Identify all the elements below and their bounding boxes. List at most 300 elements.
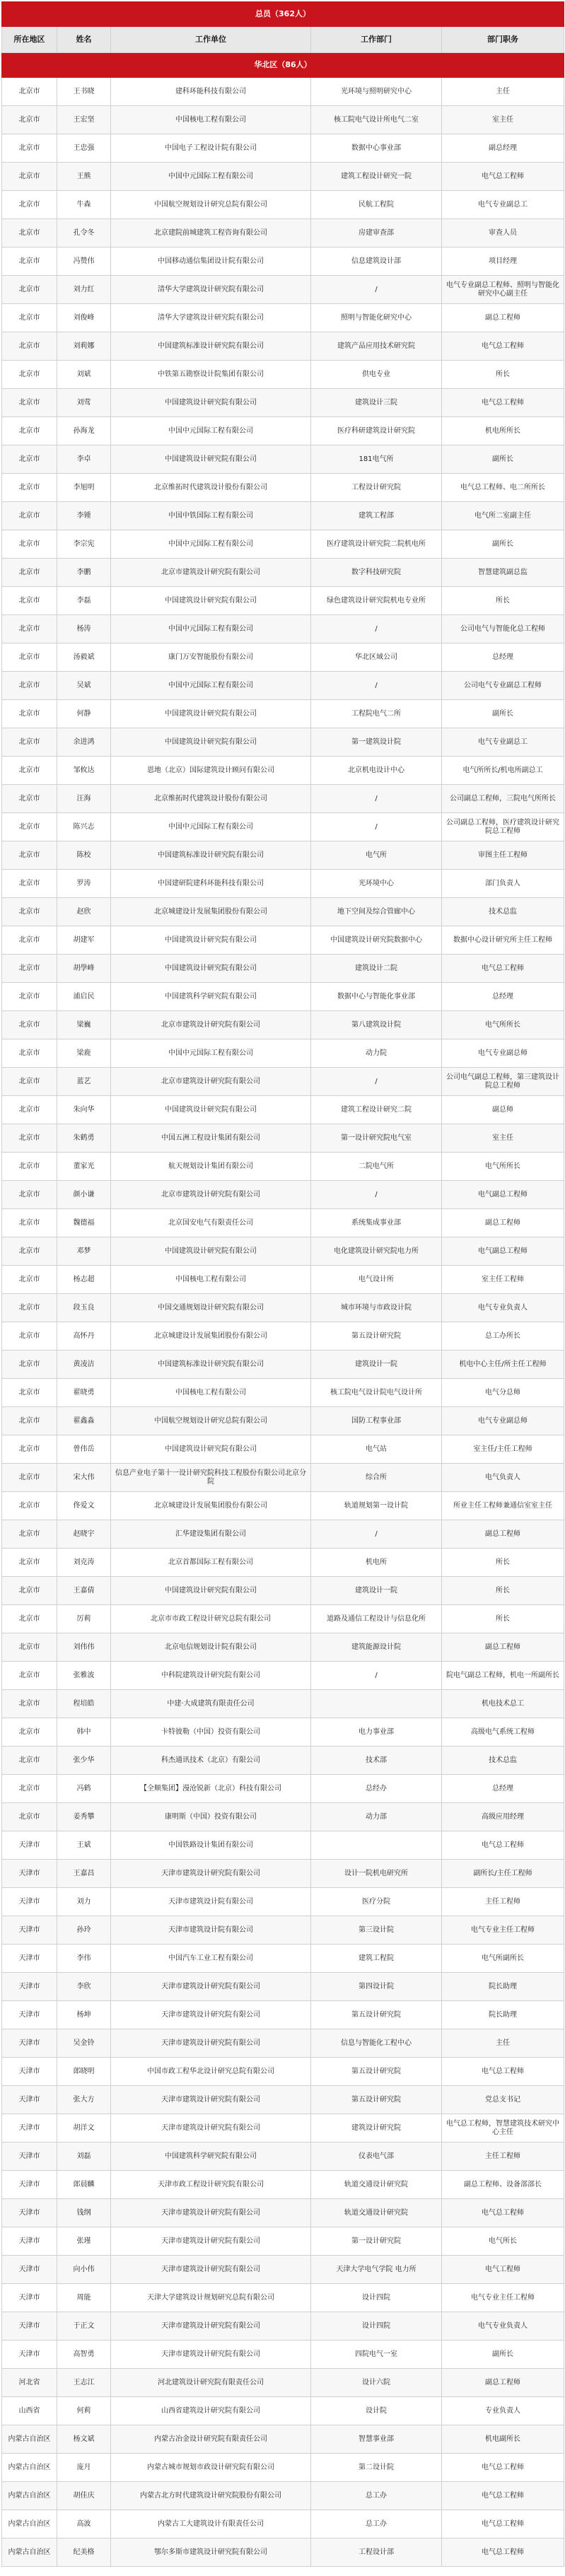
cell-position: 院电气副总工程师，机电一所副所长	[442, 1662, 564, 1690]
table-row	[2, 2341, 564, 2369]
cell-position: 电气专业主任工程师	[442, 2284, 564, 2312]
cell-employer: 天津市建筑设计研究院有限公司	[111, 2227, 311, 2256]
table-row	[2, 2312, 564, 2341]
table-row	[2, 1662, 564, 1690]
table-row	[2, 219, 564, 247]
cell-department: 核工院电气设计所电气二室	[311, 106, 442, 134]
cell-department: 系统集成事业部	[311, 1209, 442, 1237]
cell-name: 王宏坚	[57, 106, 111, 134]
table-row	[2, 1803, 564, 1831]
table-row	[2, 1690, 564, 1718]
table-row	[2, 1492, 564, 1520]
cell-region: 北京市	[2, 106, 57, 134]
cell-department: 第八建筑设计院	[311, 1011, 442, 1039]
cell-department: 第五设计研究院	[311, 2058, 442, 2086]
cell-name: 陈校	[57, 841, 111, 870]
table-row	[2, 2199, 564, 2227]
table-row	[2, 1294, 564, 1322]
cell-region: 北京市	[2, 615, 57, 643]
cell-position: 智慧建筑副总监	[442, 559, 564, 587]
cell-department: 设计一院机电研究所	[311, 1860, 442, 1888]
header-department: 工作部门	[311, 27, 442, 53]
cell-region: 天津市	[2, 1831, 57, 1860]
cell-position: 审查人员	[442, 219, 564, 247]
cell-name: 王书晓	[57, 78, 111, 106]
cell-employer: 中国中元国际工程有限公司	[111, 163, 311, 191]
cell-employer: 北京维拓时代建筑设计股份有限公司	[111, 474, 311, 502]
cell-department: 民航工程院	[311, 191, 442, 219]
cell-position: 电气总工程师	[442, 389, 564, 417]
table-row	[2, 530, 564, 559]
table-row	[2, 1181, 564, 1209]
cell-position: 总经理	[442, 643, 564, 672]
cell-department: 房建审查部	[311, 219, 442, 247]
cell-position: 主任	[442, 2029, 564, 2058]
cell-region: 北京市	[2, 134, 57, 163]
cell-employer: 天津市建筑设计研究院有限公司	[111, 2001, 311, 2029]
cell-employer: 中国核电工程有限公司	[111, 1379, 311, 1407]
cell-name: 邹攸达	[57, 757, 111, 785]
cell-department: 第五设计研究院	[311, 2001, 442, 2029]
cell-employer: 中国航空规划设计研究总院有限公司	[111, 1407, 311, 1435]
cell-department: 数据中心与智能化事业部	[311, 983, 442, 1011]
cell-region: 天津市	[2, 2312, 57, 2341]
table-row	[2, 813, 564, 841]
cell-employer: 鄂尔多斯市建筑设计研究院有限公司	[111, 2539, 311, 2567]
table-row	[2, 926, 564, 955]
cell-employer: 天津市建筑设计研究院有限公司	[111, 2256, 311, 2284]
cell-name: 赵晓宇	[57, 1520, 111, 1549]
cell-department: 四院电气一室	[311, 2341, 442, 2369]
cell-position: 电气专业副总师	[442, 1407, 564, 1435]
cell-name: 张少华	[57, 1747, 111, 1775]
table-row	[2, 304, 564, 332]
cell-region: 北京市	[2, 870, 57, 898]
cell-department: 华北区域公司	[311, 643, 442, 672]
cell-employer: 中国交通规划设计研究院有限公司	[111, 1294, 311, 1322]
cell-department: 地下空间及综合管廊中心	[311, 898, 442, 926]
cell-employer: 中国中元国际工程有限公司	[111, 417, 311, 445]
cell-name: 李伟	[57, 1945, 111, 1973]
table-row	[2, 1124, 564, 1153]
cell-department: 道路及通信工程设计与信息化所	[311, 1605, 442, 1633]
cell-department: 电力事业部	[311, 1718, 442, 1747]
cell-department: 181电气所	[311, 445, 442, 474]
cell-region: 北京市	[2, 247, 57, 276]
cell-position: 副总工程师	[442, 2369, 564, 2397]
cell-name: 姜秀攀	[57, 1803, 111, 1831]
cell-employer: 清华大学建筑设计研究院有限公司	[111, 276, 311, 304]
table-row	[2, 1888, 564, 1916]
cell-name: 李卓	[57, 445, 111, 474]
table-row	[2, 2539, 564, 2567]
cell-name: 段玉良	[57, 1294, 111, 1322]
cell-employer: 天津市建筑设计研究院有限公司	[111, 2114, 311, 2143]
cell-name: 周能	[57, 2284, 111, 2312]
cell-employer: 北京市建筑设计研究院有限公司	[111, 1011, 311, 1039]
cell-department: 建筑产品应用技术研究院	[311, 332, 442, 361]
cell-region: 北京市	[2, 898, 57, 926]
cell-position: 电气总工程师	[442, 2482, 564, 2510]
cell-name: 梁鹿	[57, 1039, 111, 1068]
cell-name: 王斌	[57, 1831, 111, 1860]
table-row	[2, 1322, 564, 1351]
table-row	[2, 1973, 564, 2001]
table-row	[2, 1520, 564, 1549]
cell-employer: 恩地（北京）国际建筑设计顾问有限公司	[111, 757, 311, 785]
cell-employer: 中建·大成建筑有限责任公司	[111, 1690, 311, 1718]
cell-region: 北京市	[2, 1153, 57, 1181]
cell-name: 张大方	[57, 2086, 111, 2114]
cell-region: 北京市	[2, 389, 57, 417]
cell-name: 王嘉倩	[57, 1577, 111, 1605]
region-banner: 华北区（86人）	[2, 53, 564, 78]
cell-name: 刘俊峰	[57, 304, 111, 332]
table-row	[2, 2397, 564, 2425]
table-row	[2, 559, 564, 587]
cell-name: 余进鸿	[57, 728, 111, 757]
cell-position: 副所长	[442, 530, 564, 559]
cell-name: 梁巍	[57, 1011, 111, 1039]
cell-region: 北京市	[2, 1718, 57, 1747]
header-position: 部门职务	[442, 27, 564, 53]
cell-employer: 北京城建设计发展集团股份有限公司	[111, 1322, 311, 1351]
cell-department: 建筑设计三院	[311, 389, 442, 417]
cell-employer: 中国建筑标准设计研究院有限公司	[111, 332, 311, 361]
cell-region: 北京市	[2, 1096, 57, 1124]
cell-name: 邓梦	[57, 1237, 111, 1266]
cell-name: 罗涛	[57, 870, 111, 898]
cell-position: 副总工程师	[442, 1520, 564, 1549]
cell-region: 北京市	[2, 163, 57, 191]
cell-employer: 航天规划设计集团有限公司	[111, 1153, 311, 1181]
cell-name: 黄凌洁	[57, 1351, 111, 1379]
cell-department: 信息建筑设计部	[311, 247, 442, 276]
cell-position: 电气专业副总师	[442, 1039, 564, 1068]
cell-name: 刘斌	[57, 361, 111, 389]
cell-position: 电气总工程师	[442, 2539, 564, 2567]
table-row	[2, 2114, 564, 2143]
cell-department: 核工院电气设计院电气设计所	[311, 1379, 442, 1407]
cell-department: 第五设计研究院	[311, 1322, 442, 1351]
cell-department: 电气站	[311, 1435, 442, 1464]
cell-region: 北京市	[2, 445, 57, 474]
table-row	[2, 643, 564, 672]
cell-position: 室主任	[442, 1124, 564, 1153]
table-row	[2, 276, 564, 304]
cell-name: 李磊	[57, 587, 111, 615]
cell-employer: 北京首都国际工程有限公司	[111, 1549, 311, 1577]
cell-name: 宋大伟	[57, 1464, 111, 1492]
cell-employer: 中国铁路设计集团有限公司	[111, 1831, 311, 1860]
cell-department: 供电专业	[311, 361, 442, 389]
cell-department: /	[311, 672, 442, 700]
cell-department: 仪表电气部	[311, 2143, 442, 2171]
cell-region: 天津市	[2, 2001, 57, 2029]
cell-position: 高级应用经理	[442, 1803, 564, 1831]
cell-position: 所长	[442, 361, 564, 389]
cell-position: 电气分总师	[442, 1379, 564, 1407]
cell-region: 天津市	[2, 2227, 57, 2256]
cell-department: 设计六院	[311, 2369, 442, 2397]
cell-position: 所长	[442, 587, 564, 615]
cell-position: 电气所二室副主任	[442, 502, 564, 530]
cell-department: 第二设计院	[311, 2454, 442, 2482]
cell-position: 副总师	[442, 1096, 564, 1124]
cell-employer: 中国建筑设计研究院有限公司	[111, 389, 311, 417]
cell-name: 冯赞伟	[57, 247, 111, 276]
cell-employer: 中国市政工程华北设计研究总院有限公司	[111, 2058, 311, 2086]
cell-employer: 北京电信规划设计院有限公司	[111, 1633, 311, 1662]
cell-region: 北京市	[2, 1379, 57, 1407]
cell-region: 北京市	[2, 530, 57, 559]
cell-employer: 天津市政工程设计研究院有限公司	[111, 2171, 311, 2199]
cell-employer: 中国建筑设计研究院有限公司	[111, 1096, 311, 1124]
table-row	[2, 757, 564, 785]
cell-department: 第一建筑设计院	[311, 728, 442, 757]
cell-name: 汤毅斌	[57, 643, 111, 672]
cell-position: 电气副总工程师	[442, 1237, 564, 1266]
cell-region: 天津市	[2, 2029, 57, 2058]
cell-region: 北京市	[2, 1662, 57, 1690]
header-region: 所在地区	[2, 27, 57, 53]
cell-employer: 内蒙古北方时代建筑设计研究院股份有限公司	[111, 2482, 311, 2510]
table-row	[2, 2086, 564, 2114]
cell-region: 天津市	[2, 1916, 57, 1945]
cell-department: /	[311, 785, 442, 813]
cell-position: 副总工程师	[442, 1633, 564, 1662]
cell-region: 北京市	[2, 785, 57, 813]
cell-region: 北京市	[2, 1351, 57, 1379]
cell-employer: 中国中元国际工程有限公司	[111, 615, 311, 643]
header-name: 姓名	[57, 27, 111, 53]
cell-region: 北京市	[2, 1633, 57, 1662]
cell-employer: 内蒙古工大建筑设计有限责任公司	[111, 2510, 311, 2539]
cell-name: 何静	[57, 700, 111, 728]
cell-department: 建筑能源设计院	[311, 1633, 442, 1662]
cell-department: 轨道规划第一设计院	[311, 1492, 442, 1520]
cell-employer: 中国中铁国际工程有限公司	[111, 502, 311, 530]
cell-department: 设计四院	[311, 2312, 442, 2341]
cell-region: 北京市	[2, 332, 57, 361]
cell-department: 工程设计部	[311, 2539, 442, 2567]
cell-region: 北京市	[2, 813, 57, 841]
cell-employer: 清华大学建筑设计研究院有限公司	[111, 304, 311, 332]
cell-name: 张瑾	[57, 2227, 111, 2256]
cell-department: 医疗科研建筑设计研究院	[311, 417, 442, 445]
cell-employer: 天津市建筑设计研究院有限公司	[111, 1973, 311, 2001]
cell-name: 朱向华	[57, 1096, 111, 1124]
cell-position: 电气总工程师、电二所所长	[442, 474, 564, 502]
cell-employer: 天津市建筑设计院有限公司	[111, 1916, 311, 1945]
cell-department: 技术部	[311, 1747, 442, 1775]
table-row	[2, 2369, 564, 2397]
cell-position: 主任工程师	[442, 2143, 564, 2171]
cell-region: 北京市	[2, 926, 57, 955]
table-row	[2, 983, 564, 1011]
cell-region: 北京市	[2, 1605, 57, 1633]
cell-name: 孙玲	[57, 1916, 111, 1945]
table-row	[2, 134, 564, 163]
cell-position: 主任	[442, 78, 564, 106]
cell-name: 李鹏	[57, 559, 111, 587]
cell-name: 高波	[57, 2510, 111, 2539]
cell-position: 电气总工程师	[442, 332, 564, 361]
table-row	[2, 191, 564, 219]
cell-department: 总经办	[311, 1775, 442, 1803]
cell-position: 公司电气副总工程师，第三建筑设计院总工程师	[442, 1068, 564, 1096]
cell-employer: 北京市建筑设计研究院有限公司	[111, 1068, 311, 1096]
table-row	[2, 2256, 564, 2284]
cell-department: 综合所	[311, 1464, 442, 1492]
cell-position: 技术总监	[442, 898, 564, 926]
cell-position: 副总工程师	[442, 304, 564, 332]
table-body	[2, 78, 564, 2567]
cell-department: 工程设计研究院	[311, 474, 442, 502]
cell-position: 院长助理	[442, 1973, 564, 2001]
cell-name: 胡建军	[57, 926, 111, 955]
cell-region: 北京市	[2, 361, 57, 389]
cell-department: 轨道交通设计研究院	[311, 2199, 442, 2227]
cell-employer: 康明斯（中国）投资有限公司	[111, 1803, 311, 1831]
table-row	[2, 2482, 564, 2510]
cell-employer: 河北建筑设计研究院有限责任公司	[111, 2369, 311, 2397]
cell-position: 所长	[442, 1577, 564, 1605]
cell-region: 河北省	[2, 2369, 57, 2397]
cell-employer: 中国核电工程有限公司	[111, 1266, 311, 1294]
cell-position: 电气总工程师	[442, 2199, 564, 2227]
table-header-row	[2, 27, 564, 53]
cell-employer: 北京国安电气有限责任公司	[111, 1209, 311, 1237]
cell-employer: 中国建筑标准设计研究院有限公司	[111, 1351, 311, 1379]
cell-name: 孔令冬	[57, 219, 111, 247]
cell-employer: 天津市建筑设计研究院有限公司	[111, 2086, 311, 2114]
cell-position: 机电中心主任/所主任工程师	[442, 1351, 564, 1379]
cell-region: 北京市	[2, 1068, 57, 1096]
table-row	[2, 1860, 564, 1888]
table-row	[2, 1153, 564, 1181]
cell-position: 电气总工程师	[442, 2454, 564, 2482]
table-row	[2, 672, 564, 700]
cell-employer: 内蒙古冶金设计研究院有限责任公司	[111, 2425, 311, 2454]
table-row	[2, 1351, 564, 1379]
cell-name: 吴斌	[57, 672, 111, 700]
cell-name: 胡佳庆	[57, 2482, 111, 2510]
cell-position: 总经理	[442, 1775, 564, 1803]
table-row	[2, 2143, 564, 2171]
table-row	[2, 361, 564, 389]
cell-name: 刘伟伟	[57, 1633, 111, 1662]
cell-name: 杨坤	[57, 2001, 111, 2029]
cell-employer: 中国移动通信集团设计院有限公司	[111, 247, 311, 276]
cell-department: 第五设计研究院	[311, 2086, 442, 2114]
cell-employer: 康门万安智能股份有限公司	[111, 643, 311, 672]
cell-position: 电气所所长	[442, 1153, 564, 1181]
cell-name: 向小伟	[57, 2256, 111, 2284]
table-row	[2, 2425, 564, 2454]
cell-region: 内蒙古自治区	[2, 2482, 57, 2510]
cell-position: 电气工程师	[442, 2256, 564, 2284]
cell-name: 张雅波	[57, 1662, 111, 1690]
cell-name: 钱纲	[57, 2199, 111, 2227]
table-row	[2, 1633, 564, 1662]
table-row	[2, 2454, 564, 2482]
cell-region: 北京市	[2, 728, 57, 757]
cell-name: 刘莉娜	[57, 332, 111, 361]
cell-position: 副所长	[442, 2341, 564, 2369]
cell-employer: 中科院建筑设计研究院有限公司	[111, 1662, 311, 1690]
cell-position: 副总经理	[442, 134, 564, 163]
cell-name: 李旭明	[57, 474, 111, 502]
cell-department: 城市环境与市政设计院	[311, 1294, 442, 1322]
cell-position: 数据中心设计研究所主任工程师	[442, 926, 564, 955]
table-row	[2, 1916, 564, 1945]
cell-name: 刘莺	[57, 389, 111, 417]
table-row	[2, 502, 564, 530]
cell-position: 专业负责人	[442, 2397, 564, 2425]
cell-employer: 天津市建筑设计研究院有限公司	[111, 2029, 311, 2058]
cell-position: 电气负责人	[442, 1464, 564, 1492]
cell-region: 北京市	[2, 1520, 57, 1549]
cell-name: 刘克涛	[57, 1549, 111, 1577]
cell-employer: 【全顺集团】漫沧锐新（北京）科技有限公司	[111, 1775, 311, 1803]
cell-region: 北京市	[2, 1549, 57, 1577]
cell-department: 电气所	[311, 841, 442, 870]
cell-employer: 中国建筑设计研究院有限公司	[111, 587, 311, 615]
cell-employer: 北京市建筑设计研究院有限公司	[111, 559, 311, 587]
cell-name: 胡學峰	[57, 955, 111, 983]
cell-name: 王嘉昌	[57, 1860, 111, 1888]
table-row	[2, 1435, 564, 1464]
cell-name: 冯鹤	[57, 1775, 111, 1803]
cell-employer: 中国建研院建科环能科技有限公司	[111, 870, 311, 898]
cell-region: 山西省	[2, 2397, 57, 2425]
cell-region: 内蒙古自治区	[2, 2454, 57, 2482]
cell-region: 天津市	[2, 2171, 57, 2199]
cell-position: 机电副所长	[442, 2425, 564, 2454]
cell-region: 北京市	[2, 559, 57, 587]
cell-department: /	[311, 1662, 442, 1690]
cell-name: 杨文斌	[57, 2425, 111, 2454]
table-row	[2, 1577, 564, 1605]
cell-name: 王忠强	[57, 134, 111, 163]
cell-employer: 中国建筑设计研究院有限公司	[111, 1237, 311, 1266]
cell-region: 天津市	[2, 1888, 57, 1916]
cell-position: 电气副总工程师	[442, 1181, 564, 1209]
cell-department: 建筑工程设计研究一院	[311, 163, 442, 191]
cell-region: 北京市	[2, 1011, 57, 1039]
cell-employer: 中国建筑标准设计研究院有限公司	[111, 841, 311, 870]
cell-position: 室主任/主任工程师	[442, 1435, 564, 1464]
table-row	[2, 2029, 564, 2058]
cell-position: 党总支书记	[442, 2086, 564, 2114]
cell-department: 动力院	[311, 1039, 442, 1068]
cell-region: 北京市	[2, 1464, 57, 1492]
cell-name: 牛森	[57, 191, 111, 219]
cell-region: 北京市	[2, 1803, 57, 1831]
cell-position: 公司副总工程师，三院电气所所长	[442, 785, 564, 813]
cell-employer: 中国中元国际工程有限公司	[111, 813, 311, 841]
cell-name: 曾伟岳	[57, 1435, 111, 1464]
table-row	[2, 247, 564, 276]
cell-employer: 中国建筑设计研究院有限公司	[111, 926, 311, 955]
cell-position: 院长助理	[442, 2001, 564, 2029]
cell-region: 北京市	[2, 700, 57, 728]
cell-department: /	[311, 813, 442, 841]
cell-region: 北京市	[2, 587, 57, 615]
cell-region: 北京市	[2, 1492, 57, 1520]
cell-department: 总工办	[311, 2482, 442, 2510]
